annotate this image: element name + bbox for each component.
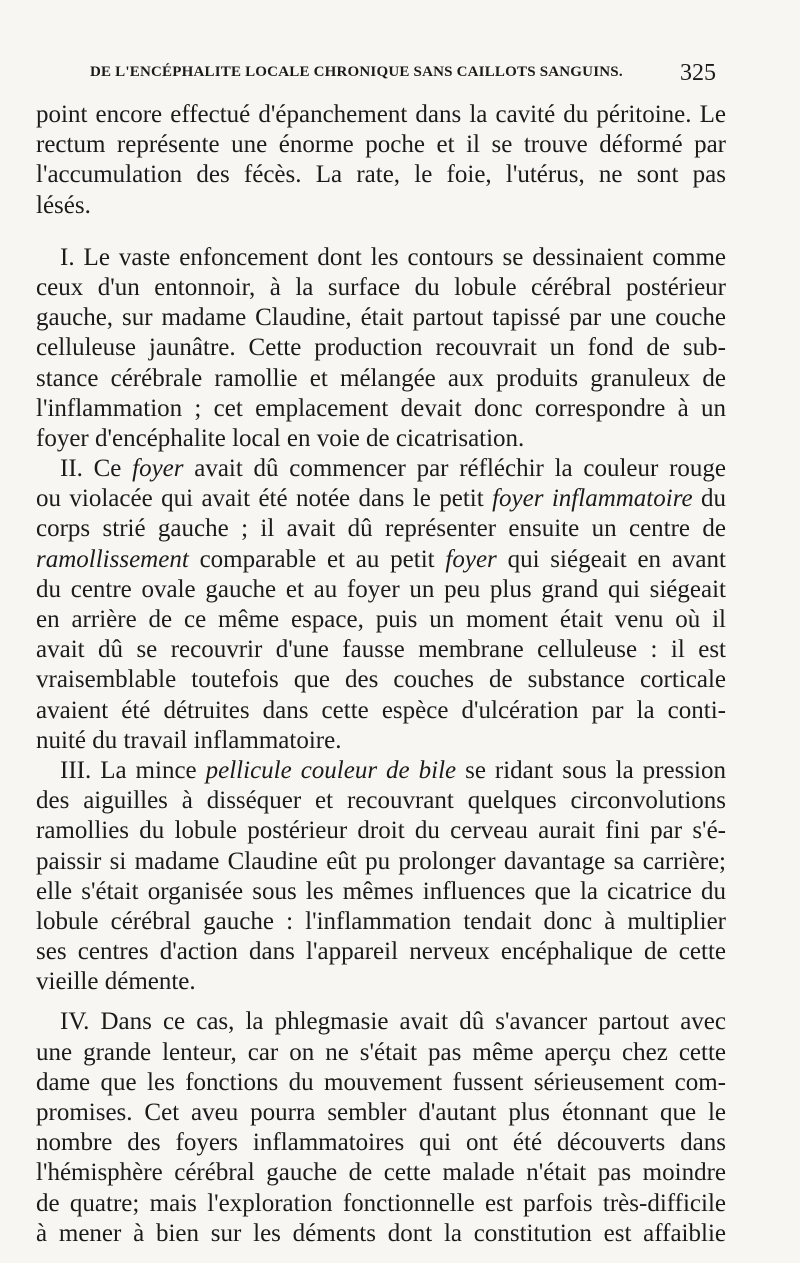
text-line: celluleuse jaunâtre. Cette production recouvrait un fond de sub-: [36, 334, 726, 362]
text-line: corps strié gauche ; il avait dû représenter ensuite un centre de: [36, 515, 726, 543]
text-line: à mener à bien sur les déments dont la constitution est affaiblie: [36, 1219, 726, 1247]
paragraph-section-2: [36, 454, 726, 756]
text-line: point encore effectué d'épanchement dans la cavité du péritoine. Le: [36, 101, 726, 128]
text-line: II. Ce foyer avait dû commencer par réfléchir la couleur rouge: [60, 455, 726, 483]
text-line: l'hémisphère cérébral gauche de cette malade n'était pas moindre: [36, 1159, 726, 1187]
text-line: I. Le vaste enfoncement dont les contours se dessinaient comme: [60, 243, 726, 271]
text-line: lésés.: [36, 191, 91, 219]
text-line: une grande lenteur, car on ne s'était pas même aperçu chez cette: [36, 1038, 726, 1066]
text-line: vieille démente.: [36, 968, 196, 996]
text-line: de quatre; mais l'exploration fonctionnelle est parfois très-difficile: [36, 1189, 726, 1217]
text-line: dame que les fonctions du mouvement fussent sérieusement com-: [36, 1068, 726, 1096]
page-number: 325: [680, 60, 716, 86]
text-line: l'accumulation des fécès. La rate, le foie, l'utérus, ne sont pas: [36, 161, 726, 189]
text-line: en arrière de ce même espace, puis un moment était venu où il: [36, 606, 726, 633]
text-line: vraisemblable toutefois que des couches de substance corticale: [36, 666, 726, 694]
running-title: DE L'ENCÉPHALITE LOCALE CHRONIQUE SANS CAILLOTS SANGUINS.: [90, 64, 623, 80]
text-line: des aiguilles à disséquer et recouvrant quelques circonvolutions: [36, 787, 726, 815]
paragraph-section-3: [36, 756, 726, 998]
text-line: lobule cérébral gauche : l'inflammation tendait donc à multiplier: [36, 907, 726, 935]
text-line: elle s'était organisée sous les mêmes influences que la cicatrice du: [36, 877, 726, 905]
text-line: avait dû se recouvrir d'une fausse membrane celluleuse : il est: [36, 636, 726, 664]
text-line: nuité du travail inflammatoire.: [36, 726, 342, 754]
text-line: ou violacée qui avait été notée dans le petit foyer inflammatoire du: [36, 485, 727, 513]
intro-paragraph: [36, 100, 726, 221]
text-line: IV. Dans ce cas, la phlegmasie avait dû s'avancer partout avec: [60, 1008, 726, 1036]
text-line: III. La mince pellicule couleur de bile se ridant sous la pression: [60, 756, 727, 784]
running-header: [40, 60, 720, 94]
text-line: rectum représente une énorme poche et il se trouve déformé par: [36, 131, 726, 159]
text-line: paissir si madame Claudine eût pu prolonger davantage sa carrière;: [36, 847, 726, 875]
text-line: ramollies du lobule postérieur droit du cerveau aurait fini par s'é-: [36, 817, 726, 845]
text-line: promises. Cet aveu pourra sembler d'autant plus étonnant que le: [36, 1099, 726, 1126]
paragraph-section-1: [36, 243, 726, 454]
text-line: ramollissement comparable et au petit foyer qui siégeait en avant: [36, 545, 726, 573]
text-line: gauche, sur madame Claudine, était partout tapissé par une couche: [36, 304, 726, 332]
text-line: foyer d'encéphalite local en voie de cicatrisation.: [36, 424, 525, 452]
text-line: ceux d'un entonnoir, à la surface du lobule cérébral postérieur: [36, 273, 726, 301]
text-line: nombre des foyers inflammatoires qui ont été découverts dans: [36, 1129, 726, 1157]
body-text: [36, 100, 726, 1249]
text-line: stance cérébrale ramollie et mélangée aux produits granuleux de: [36, 364, 726, 392]
text-line: du centre ovale gauche et au foyer un peu plus grand qui siégeait: [36, 575, 726, 603]
text-line: l'inflammation ; cet emplacement devait donc correspondre à un: [36, 394, 726, 422]
text-line: avaient été détruites dans cette espèce d'ulcération par la conti-: [36, 696, 726, 724]
text-line: ses centres d'action dans l'appareil nerveux encéphalique de cette: [36, 938, 726, 966]
paragraph-section-4: [36, 1007, 726, 1249]
